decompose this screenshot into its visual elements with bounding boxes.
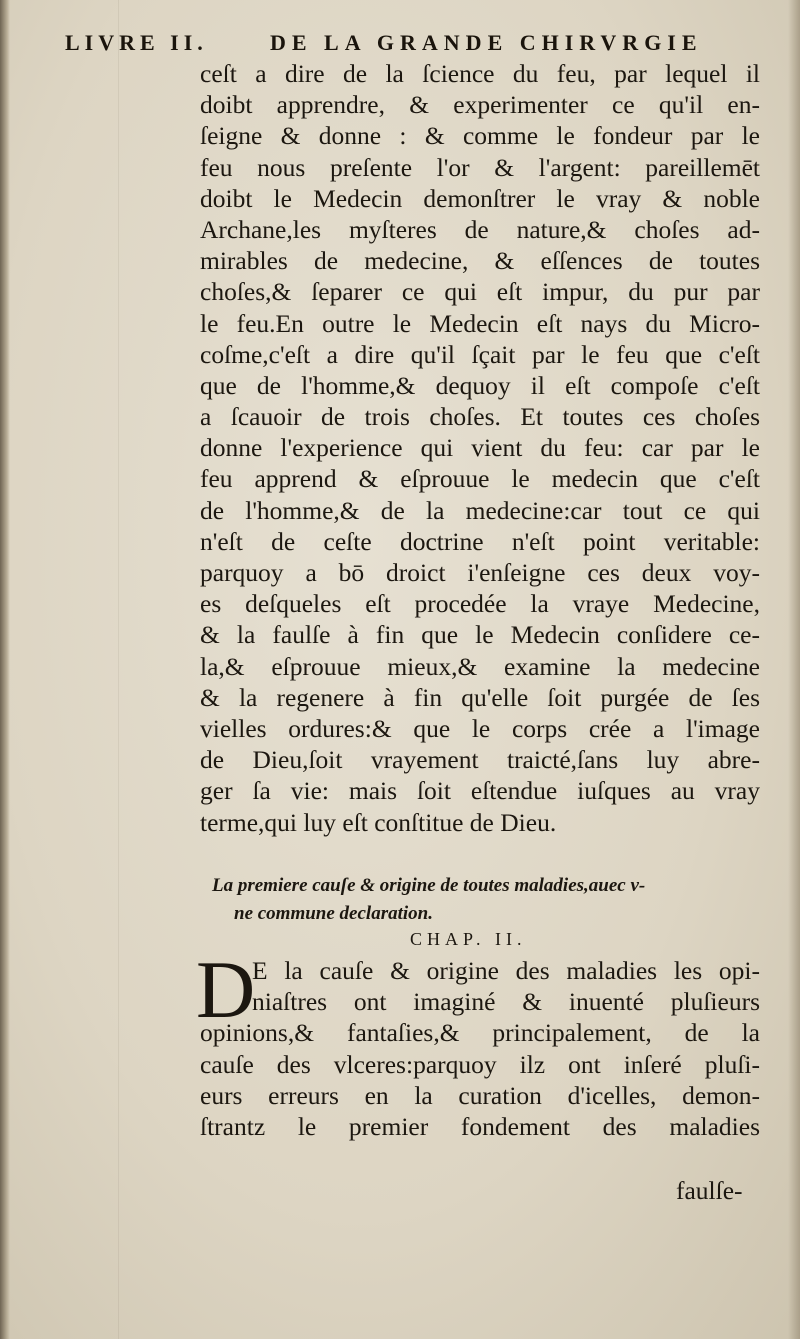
text-line: opinions,& fantaſies,& principalement, de la (200, 1018, 760, 1048)
text-line: n'eſt de ceſte doctrine n'eſt point veritable: (200, 526, 760, 556)
text-line: la,& eſprouue mieux,& examine la medecine (200, 651, 760, 681)
text-line: de Dieu,ſoit vrayement traicté,ſans luy abre- (200, 745, 760, 775)
binding-gutter (0, 0, 10, 1339)
text-line-last: terme,qui luy eſt conſtitue de Dieu. (200, 807, 557, 837)
text-line: eurs erreurs en la curation d'icelles, demon- (200, 1080, 760, 1110)
text-line: de l'homme,& de la medecine:car tout ce qui (200, 495, 760, 525)
chapter-title (212, 872, 772, 928)
text-line: Archane,les myſteres de nature,& choſes ad- (200, 214, 760, 244)
text-line: feu apprend & eſprouue le medecin que c'eſt (200, 464, 760, 494)
body-text (200, 58, 760, 838)
text-line: ger ſa vie: mais ſoit eſtendue iuſques au vray (200, 776, 760, 806)
text-line: es deſqueles eſt procedée la vraye Medecine, (200, 589, 760, 619)
text-line: donne l'experience qui vient du feu: car par le (200, 433, 760, 463)
work-title: DE LA GRANDE CHIRVRGIE (270, 30, 703, 55)
text-line: niaſtres ont imaginé & inuenté pluſieurs (252, 987, 760, 1017)
text-line: E la cauſe & origine des maladies les opi- (252, 956, 760, 985)
page-edge-shadow (788, 0, 800, 1339)
text-line: feu nous preſente l'or & l'argent: pareillemēt (200, 152, 760, 182)
running-head (65, 30, 760, 60)
chapter-text (200, 955, 760, 1142)
text-line: que de l'homme,& dequoy il eſt compoſe c'eſt (200, 370, 760, 400)
text-line: ceſt a dire de la ſcience du feu, par lequel il (200, 59, 760, 88)
text-line: choſes,& ſeparer ce qui eſt impur, du pur par (200, 277, 760, 307)
text-line: ſtrantz le premier fondement des maladies (200, 1111, 760, 1141)
text-line: ſeigne & donne : & comme le fondeur par le (200, 121, 760, 151)
text-line: parquoy a bō droict i'enſeigne ces deux voy- (200, 558, 760, 587)
text-line: & la faulſe à fin que le Medecin conſidere ce- (200, 620, 760, 650)
text-line: cauſe des vlceres:parquoy ilz ont inſeré pluſi- (200, 1049, 760, 1079)
text-line: coſme,c'eſt a dire qu'il ſçait par le feu que c'eſt (200, 339, 760, 369)
drop-cap-initial: D (196, 944, 256, 1035)
chapter-label: CHAP. II. (410, 929, 527, 949)
chapter-title-line: La premiere cauſe & origine de toutes maladies,auec v- (212, 875, 646, 896)
book-number: LIVRE II. (65, 30, 208, 55)
text-line: & la regenere à fin qu'elle ſoit purgée de ſes (200, 682, 760, 712)
text-line: doibt apprendre, & experimenter ce qu'il en- (200, 90, 760, 120)
text-line: a ſcauoir de trois choſes. Et toutes ces choſes (200, 402, 760, 432)
paper-crease (118, 0, 119, 1339)
text-line: le feu.En outre le Medecin eſt nays du Micro- (200, 308, 760, 338)
text-line: doibt le Medecin demonſtrer le vray & noble (200, 183, 760, 213)
text-line: mirables de medecine, & eſſences de toutes (200, 246, 760, 276)
chapter-title-line: ne commune declaration. (234, 903, 433, 924)
catchword: faulſe- (676, 1176, 743, 1205)
text-line: vielles ordures:& que le corps crée a l'image (200, 713, 760, 743)
